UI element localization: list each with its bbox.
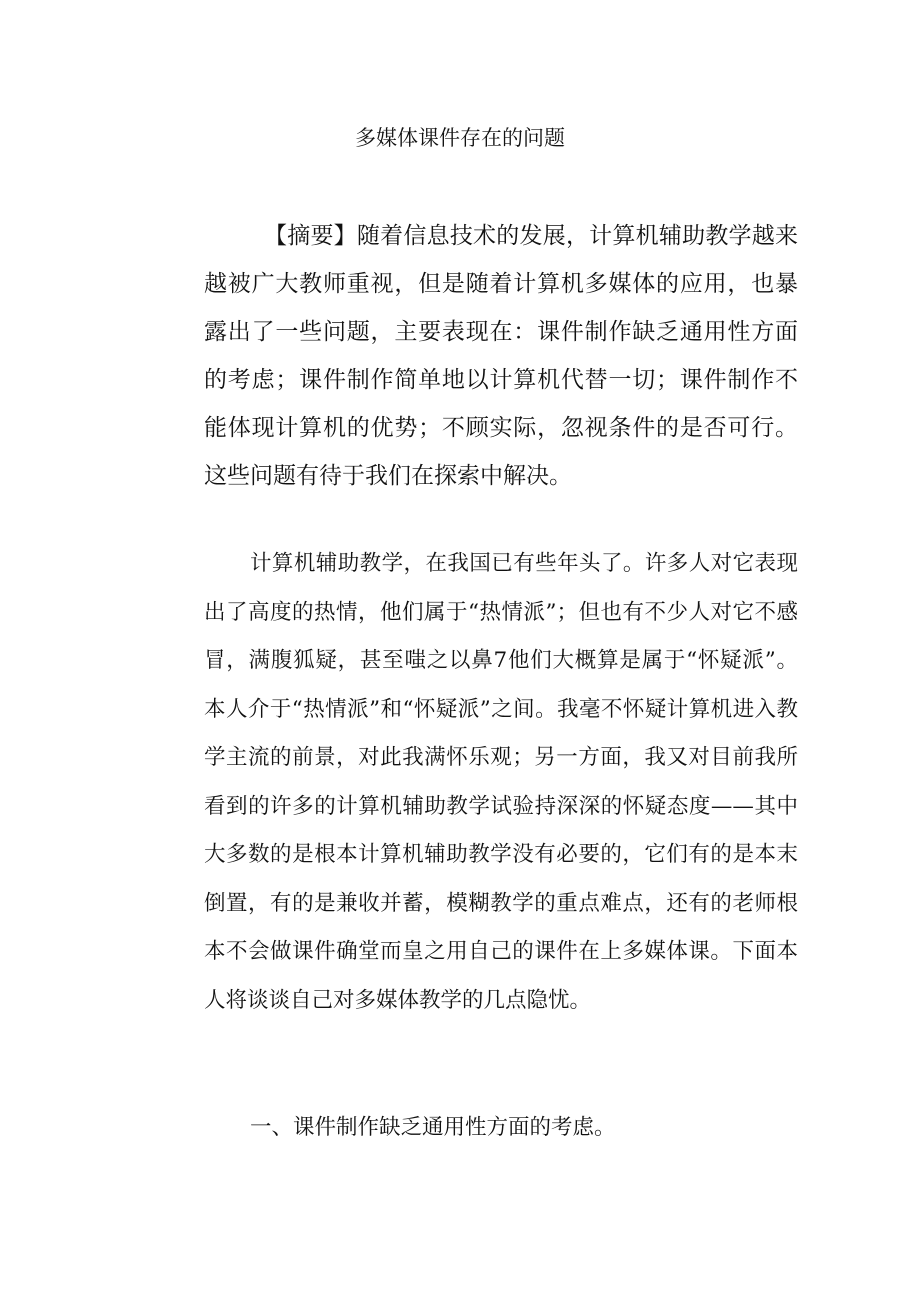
abstract-paragraph: 【摘要】随着信息技术的发展，计算机辅助教学越来越被广大教师重视，但是随着计算机多媒体的应用，也暴露出了一些问题，主要表现在：课件制作缺乏通用性方面的考虑；课件制作简单地以计算机代替一切；课件制作不能体现计算机的优势；不顾实际，忽视条件的是否可行。这些问题有待于我们在探索中解决。	[204, 223, 798, 489]
document-title: 多媒体课件存在的问题	[355, 126, 565, 150]
section-heading: 一、课件制作缺乏通用性方面的考虑。	[250, 1115, 616, 1140]
body-paragraph: 计算机辅助教学，在我国已有些年头了。许多人对它表现出了高度的热情，他们属于“热情派”；但也有不少人对它不感冒，满腹狐疑，甚至嗤之以鼻7他们大概算是属于“怀疑派”。本人介于“热情派”和“怀疑派”之间。我毫不怀疑计算机进入教学主流的前景，对此我满怀乐观；另一方面，我又对目前我所看到的许多的计算机辅助教学试验持深深的怀疑态度——其中大多数的是根本计算机辅助教学没有必要的，它们有的是本末倒置，有的是兼收并蓄，模糊教学的重点难点，还有的老师根本不会做课件确堂而皇之用自己的课件在上多媒体课。下面本人将谈谈自己对多媒体教学的几点隐忧。	[204, 551, 798, 1013]
